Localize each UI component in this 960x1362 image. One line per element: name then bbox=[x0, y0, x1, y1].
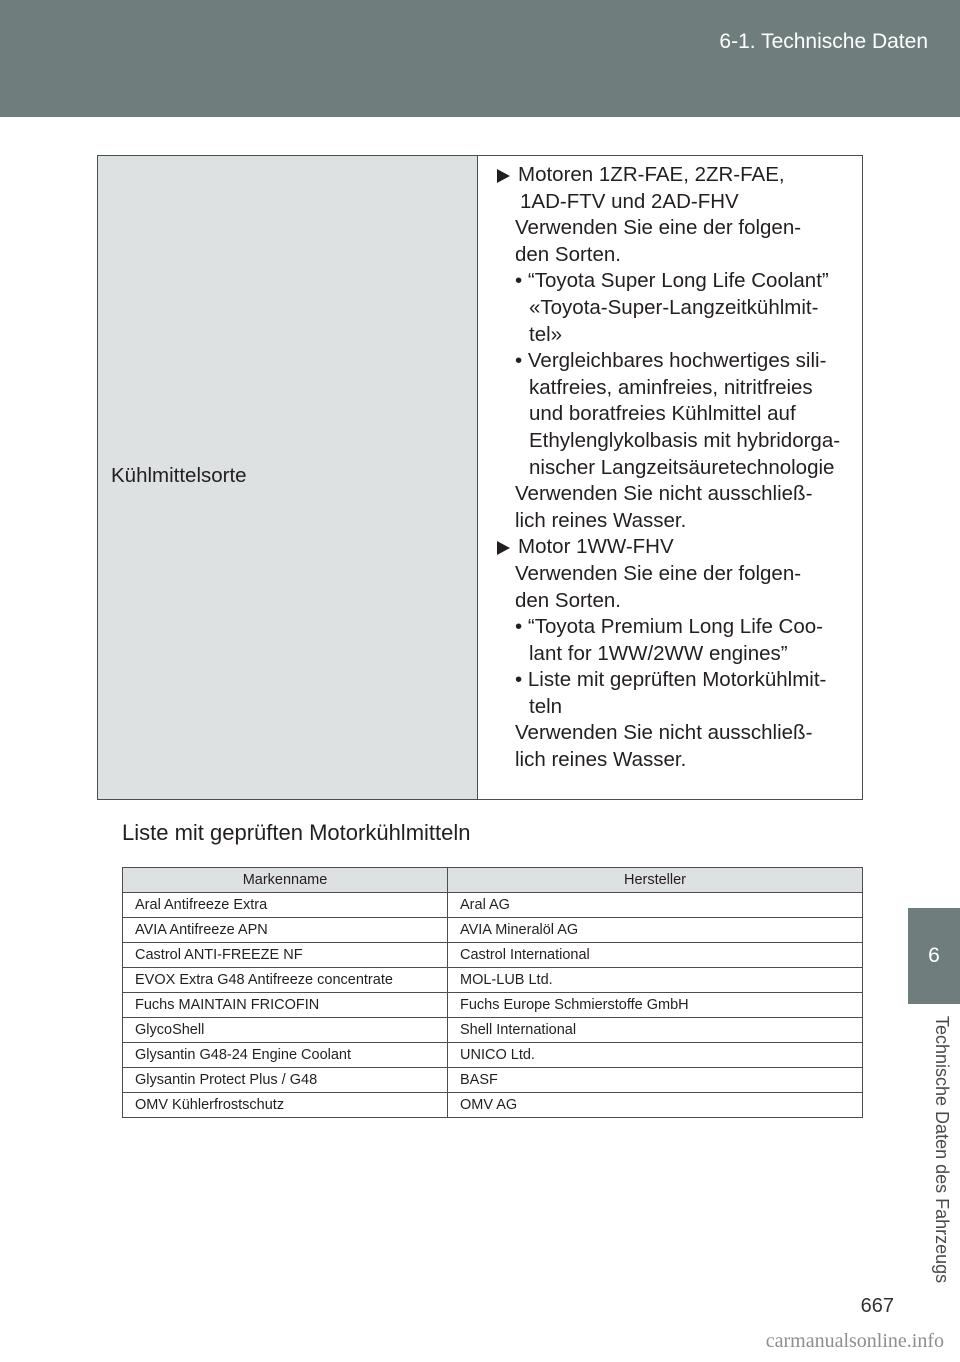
spec-line: • “Toyota Super Long Life Coolant” bbox=[515, 269, 829, 293]
table-row bbox=[123, 943, 863, 968]
spec-line: lich reines Wasser. bbox=[515, 748, 687, 772]
spec-line: Verwenden Sie nicht ausschließ- bbox=[515, 482, 813, 506]
manufacturer-cell: AVIA Mineralöl AG bbox=[448, 918, 863, 943]
spec-line: lant for 1WW/2WW engines” bbox=[529, 641, 788, 665]
page-header bbox=[0, 0, 960, 117]
spec-line: 1AD-FTV und 2AD-FHV bbox=[520, 189, 739, 213]
coolant-spec-table bbox=[97, 155, 863, 800]
brand-cell: Castrol ANTI-FREEZE NF bbox=[123, 943, 448, 968]
manufacturer-cell: BASF bbox=[448, 1068, 863, 1093]
spec-line: den Sorten. bbox=[515, 242, 621, 266]
manufacturer-cell: Aral AG bbox=[448, 893, 863, 918]
brand-cell: OMV Kühlerfrostschutz bbox=[123, 1093, 448, 1118]
manufacturer-cell: MOL-LUB Ltd. bbox=[448, 968, 863, 993]
brand-cell: Fuchs MAINTAIN FRICOFIN bbox=[123, 993, 448, 1018]
spec-line: Verwenden Sie eine der folgen- bbox=[515, 216, 802, 240]
page-number: 667 bbox=[860, 1295, 894, 1317]
spec-line: • Liste mit geprüften Motorkühlmit- bbox=[515, 668, 827, 692]
spec-line: den Sorten. bbox=[515, 588, 621, 612]
spec-line: Verwenden Sie eine der folgen- bbox=[515, 561, 802, 585]
chapter-tab bbox=[908, 908, 960, 1004]
table-row bbox=[123, 1068, 863, 1093]
brand-cell: AVIA Antifreeze APN bbox=[123, 918, 448, 943]
spec-line: Verwenden Sie nicht ausschließ- bbox=[515, 721, 813, 745]
table-row bbox=[123, 993, 863, 1018]
spec-line: Motoren 1ZR-FAE, 2ZR-FAE, bbox=[478, 162, 862, 189]
spec-line: • “Toyota Premium Long Life Coo- bbox=[515, 615, 823, 639]
spec-value-cell bbox=[478, 156, 862, 799]
table-row bbox=[123, 968, 863, 993]
spec-line: lich reines Wasser. bbox=[515, 508, 687, 532]
table-row bbox=[123, 918, 863, 943]
approved-coolants-table bbox=[122, 867, 863, 1118]
chapter-number: 6 bbox=[928, 944, 940, 967]
column-header-manufacturer: Hersteller bbox=[448, 868, 863, 893]
table-row bbox=[123, 1093, 863, 1118]
spec-label-cell bbox=[98, 156, 478, 799]
spec-line: tel» bbox=[529, 322, 563, 346]
brand-cell: EVOX Extra G48 Antifreeze concentrate bbox=[123, 968, 448, 993]
spec-line: und boratfreies Kühlmittel auf bbox=[529, 402, 796, 426]
spec-line: Ethylenglykolbasis mit hybridorga- bbox=[529, 428, 841, 452]
brand-cell: GlycoShell bbox=[123, 1018, 448, 1043]
manufacturer-cell: OMV AG bbox=[448, 1093, 863, 1118]
table-header-row bbox=[123, 868, 863, 893]
approved-coolants-heading: Liste mit geprüften Motorkühlmitteln bbox=[122, 820, 471, 845]
spec-line: katfreies, aminfreies, nitritfreies bbox=[529, 375, 813, 399]
manufacturer-cell: Castrol International bbox=[448, 943, 863, 968]
triangle-bullet-icon bbox=[497, 541, 510, 555]
table-row bbox=[123, 1018, 863, 1043]
manufacturer-cell: Shell International bbox=[448, 1018, 863, 1043]
watermark[interactable]: carmanualsonline.info bbox=[765, 1330, 944, 1352]
spec-line: teln bbox=[529, 694, 563, 718]
brand-cell: Glysantin G48-24 Engine Coolant bbox=[123, 1043, 448, 1068]
triangle-bullet-icon bbox=[497, 169, 510, 183]
spec-line: «Toyota-Super-Langzeitkühlmit- bbox=[529, 295, 819, 319]
section-title: 6-1. Technische Daten bbox=[719, 30, 928, 53]
spec-line: • Vergleichbares hochwertiges sili- bbox=[515, 349, 827, 373]
column-header-brand: Markenname bbox=[123, 868, 448, 893]
spec-line: nischer Langzeitsäuretechnologie bbox=[529, 455, 835, 479]
brand-cell: Aral Antifreeze Extra bbox=[123, 893, 448, 918]
table-row bbox=[123, 1043, 863, 1068]
manufacturer-cell: UNICO Ltd. bbox=[448, 1043, 863, 1068]
spec-label: Kühlmittelsorte bbox=[111, 464, 247, 487]
table-row bbox=[123, 893, 863, 918]
brand-cell: Glysantin Protect Plus / G48 bbox=[123, 1068, 448, 1093]
chapter-label: Technische Daten des Fahrzeugs bbox=[932, 1016, 952, 1284]
manufacturer-cell: Fuchs Europe Schmierstoffe GmbH bbox=[448, 993, 863, 1018]
spec-line: Motor 1WW-FHV bbox=[478, 534, 862, 561]
